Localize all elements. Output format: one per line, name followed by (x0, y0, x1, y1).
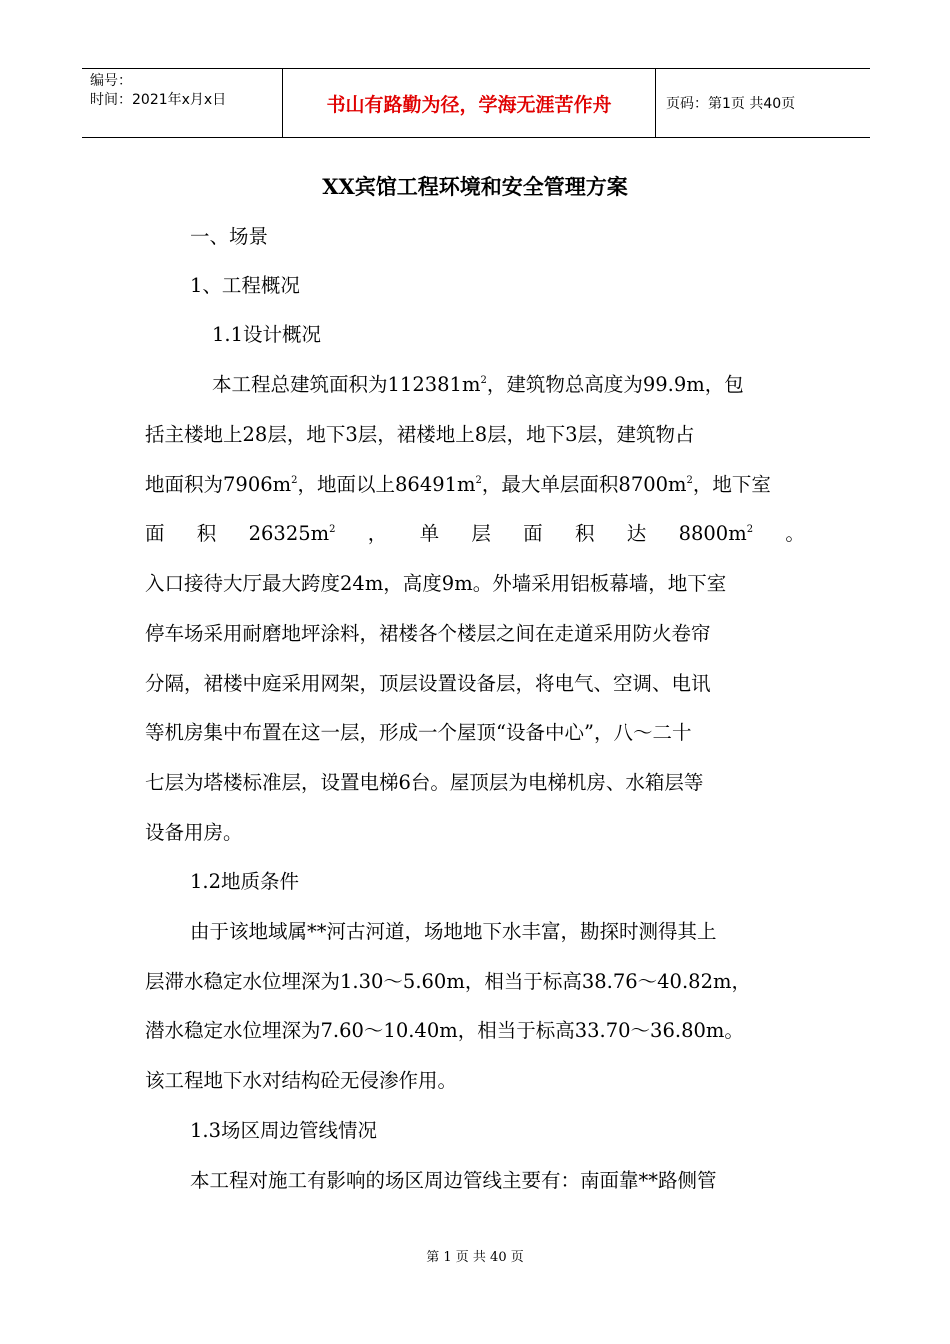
paragraph-line: 由于该地域属**河古河道，场地地下水丰富，勘探时测得其上 (190, 920, 717, 943)
header-meta (82, 69, 282, 137)
paragraph-line: 等机房集中布置在这一层，形成一个屋顶“设备中心”，八～二十 (145, 721, 692, 744)
paragraph-line: 层滞水稳定水位埋深为1.30～5.60m，相当于标高38.76～40.82m， (145, 970, 751, 993)
page-footer: 第 1 页 共 40 页 (426, 1250, 524, 1265)
section-heading: 1、工程概况 (190, 274, 300, 297)
subsection-heading: 1.3场区周边管线情况 (190, 1119, 378, 1142)
paragraph-line: 七层为塔楼标准层，设置电梯6台。屋顶层为电梯机房、水箱层等 (145, 771, 704, 794)
paragraph-line: 地面积为$7906m^2$，地面以上$86491m^2$，最大单层面积$8700m^2$，地下室 (145, 473, 771, 496)
paragraph-line: 入口接待大厅最大跨度24m，高度9m。外墙采用铝板幕墙，地下室 (145, 572, 727, 595)
paragraph-line: 停车场采用耐磨地坪涂料，裙楼各个楼层之间在走道采用防火卷帘 (145, 622, 711, 645)
header-table (82, 68, 870, 138)
paragraph-line: 潜水稳定水位埋深为7.60～10.40m，相当于标高33.70～36.80m。 (145, 1019, 744, 1042)
subsection-heading: 1.2地质条件 (190, 870, 300, 893)
paragraph-line: 该工程地下水对结构砼无侵渗作用。 (145, 1069, 458, 1092)
number-label: 编号： (90, 73, 132, 89)
section-heading: 一、场景 (190, 225, 269, 248)
paragraph-line-justified: 面 积 $26325m^2$ ， 单 层 面 积 达 $8800m^2$ 。 (145, 522, 805, 545)
paragraph-line: 括主楼地上28层，地下3层，裙楼地上8层，地下3层，建筑物占 (145, 423, 695, 446)
date-label: 时间：2021年x月x日 (90, 92, 227, 108)
paragraph-line: 本工程对施工有影响的场区周边管线主要有：南面靠**路侧管 (190, 1169, 717, 1192)
document-title: XX宾馆工程环境和安全管理方案 (322, 174, 628, 199)
header-page-info: 页码：第1页 共40页 (666, 96, 796, 112)
paragraph-line: 设备用房。 (145, 821, 243, 844)
paragraph-line: 本工程总建筑面积为$112381m^2$，建筑物总高度为99.9m，包 (212, 373, 744, 396)
header-motto: 书山有路勤为径，学海无涯苦作舟 (282, 69, 656, 137)
paragraph-line: 分隔，裙楼中庭采用网架，顶层设置设备层，将电气、空调、电讯 (145, 672, 711, 695)
subsection-heading: 1.1设计概况 (212, 323, 322, 346)
